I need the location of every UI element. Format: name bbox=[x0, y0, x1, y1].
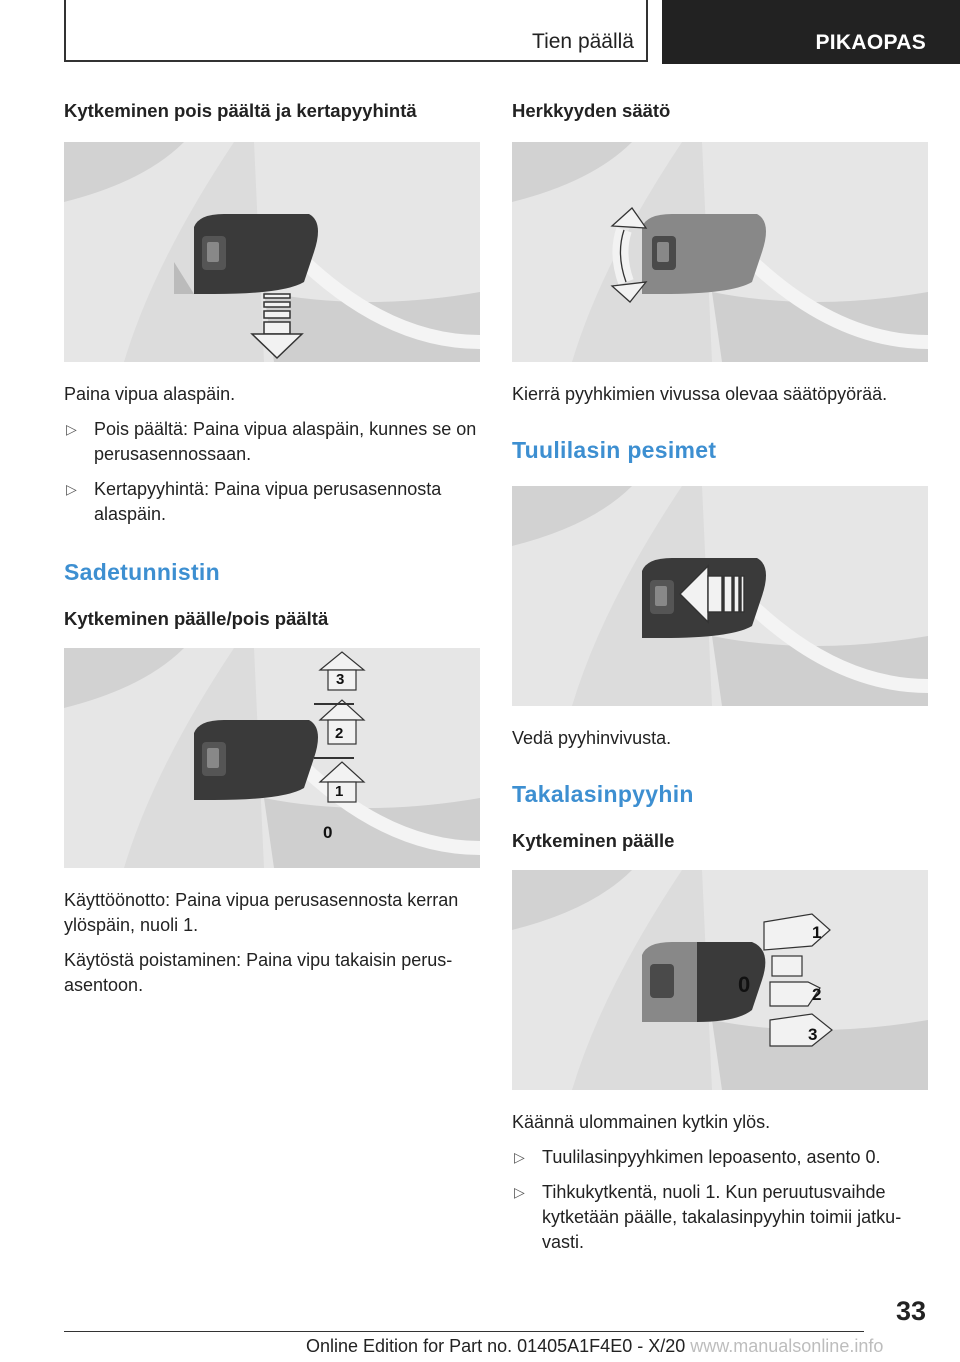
text-turn-wheel: Kierrä pyyhkimien vivussa olevaa säätöpyörää. bbox=[512, 384, 888, 404]
position-label: 3 bbox=[336, 671, 345, 688]
heading-rain-sensor: Sadetunnistin bbox=[64, 559, 220, 585]
bullet-item: ▷ Pois päältä: Paina vipua alaspäin, kunnes se on perusasennossaan. bbox=[66, 419, 477, 464]
heading-switch-on: Kytkeminen päälle bbox=[512, 830, 675, 851]
bullet-marker-icon: ▷ bbox=[66, 481, 77, 497]
position-label: 2 bbox=[812, 985, 822, 1004]
figure-lever-down bbox=[64, 142, 480, 362]
bullet-marker-icon: ▷ bbox=[514, 1149, 525, 1165]
bullet-marker-icon: ▷ bbox=[66, 421, 77, 437]
heading-rear-wiper: Takalasinpyyhin bbox=[512, 781, 694, 807]
section-title: Tien päällä bbox=[532, 30, 634, 53]
text-activate: Käyttöönotto: Paina vipua perusasennosta kerran ylöspäin, nuoli 1. bbox=[64, 890, 459, 935]
figure-adjust-wheel bbox=[512, 142, 928, 362]
text-deactivate: Käytöstä poistaminen: Paina vipu takaisin perusasentoon. bbox=[64, 950, 453, 995]
page-header bbox=[0, 0, 960, 64]
chapter-tab bbox=[662, 0, 960, 64]
edition-text: Online Edition for Part no. 01405A1F4E0 - X/20 bbox=[306, 1336, 686, 1356]
position-label: 3 bbox=[808, 1025, 818, 1044]
figure-rear-wiper-switch bbox=[512, 870, 928, 1090]
figure-pull-lever bbox=[512, 486, 928, 706]
position-label: 1 bbox=[812, 923, 822, 942]
position-label: 2 bbox=[335, 725, 344, 742]
text-pull: Vedä pyyhinvivusta. bbox=[512, 728, 672, 748]
bullet-marker-icon: ▷ bbox=[514, 1184, 525, 1200]
bullet-item: ▷ Tihkukytkentä, nuoli 1. Kun peruutusvaihde kytketään päälle, takalasinpyyhin toimii jatkuvasti. bbox=[514, 1182, 902, 1252]
bullet-item: ▷ Tuulilasinpyyhkimen lepoasento, asento 0. bbox=[512, 1145, 928, 1170]
position-label: 0 bbox=[323, 823, 333, 842]
watermark: www.manualsonline.info bbox=[690, 1336, 884, 1356]
text-turn-outer: Käännä ulommainen kytkin ylös. bbox=[512, 1112, 771, 1132]
heading-washers: Tuulilasin pesimet bbox=[512, 437, 717, 463]
figure-lever-up-positions bbox=[64, 648, 480, 868]
position-label: 1 bbox=[335, 783, 344, 800]
heading-switch-off: Kytkeminen pois päältä ja kertapyyhintä bbox=[64, 100, 417, 121]
footer-text bbox=[306, 1336, 883, 1357]
bullet-item: ▷ Kertapyyhintä: Paina vipua perusasennosta alaspäin. bbox=[66, 479, 442, 524]
page-number: 33 bbox=[895, 1296, 926, 1326]
heading-on-off: Kytkeminen päälle/pois päältä bbox=[64, 608, 329, 629]
footer-divider bbox=[64, 1331, 864, 1332]
header-box bbox=[64, 0, 648, 62]
text-press-down: Paina vipua alaspäin. bbox=[64, 384, 236, 404]
right-column bbox=[512, 100, 928, 1265]
position-label: 0 bbox=[738, 972, 751, 997]
left-column bbox=[64, 100, 480, 1008]
heading-sensitivity: Herkkyyden säätö bbox=[512, 100, 671, 121]
chapter-tab-label: PIKAOPAS bbox=[815, 31, 926, 54]
